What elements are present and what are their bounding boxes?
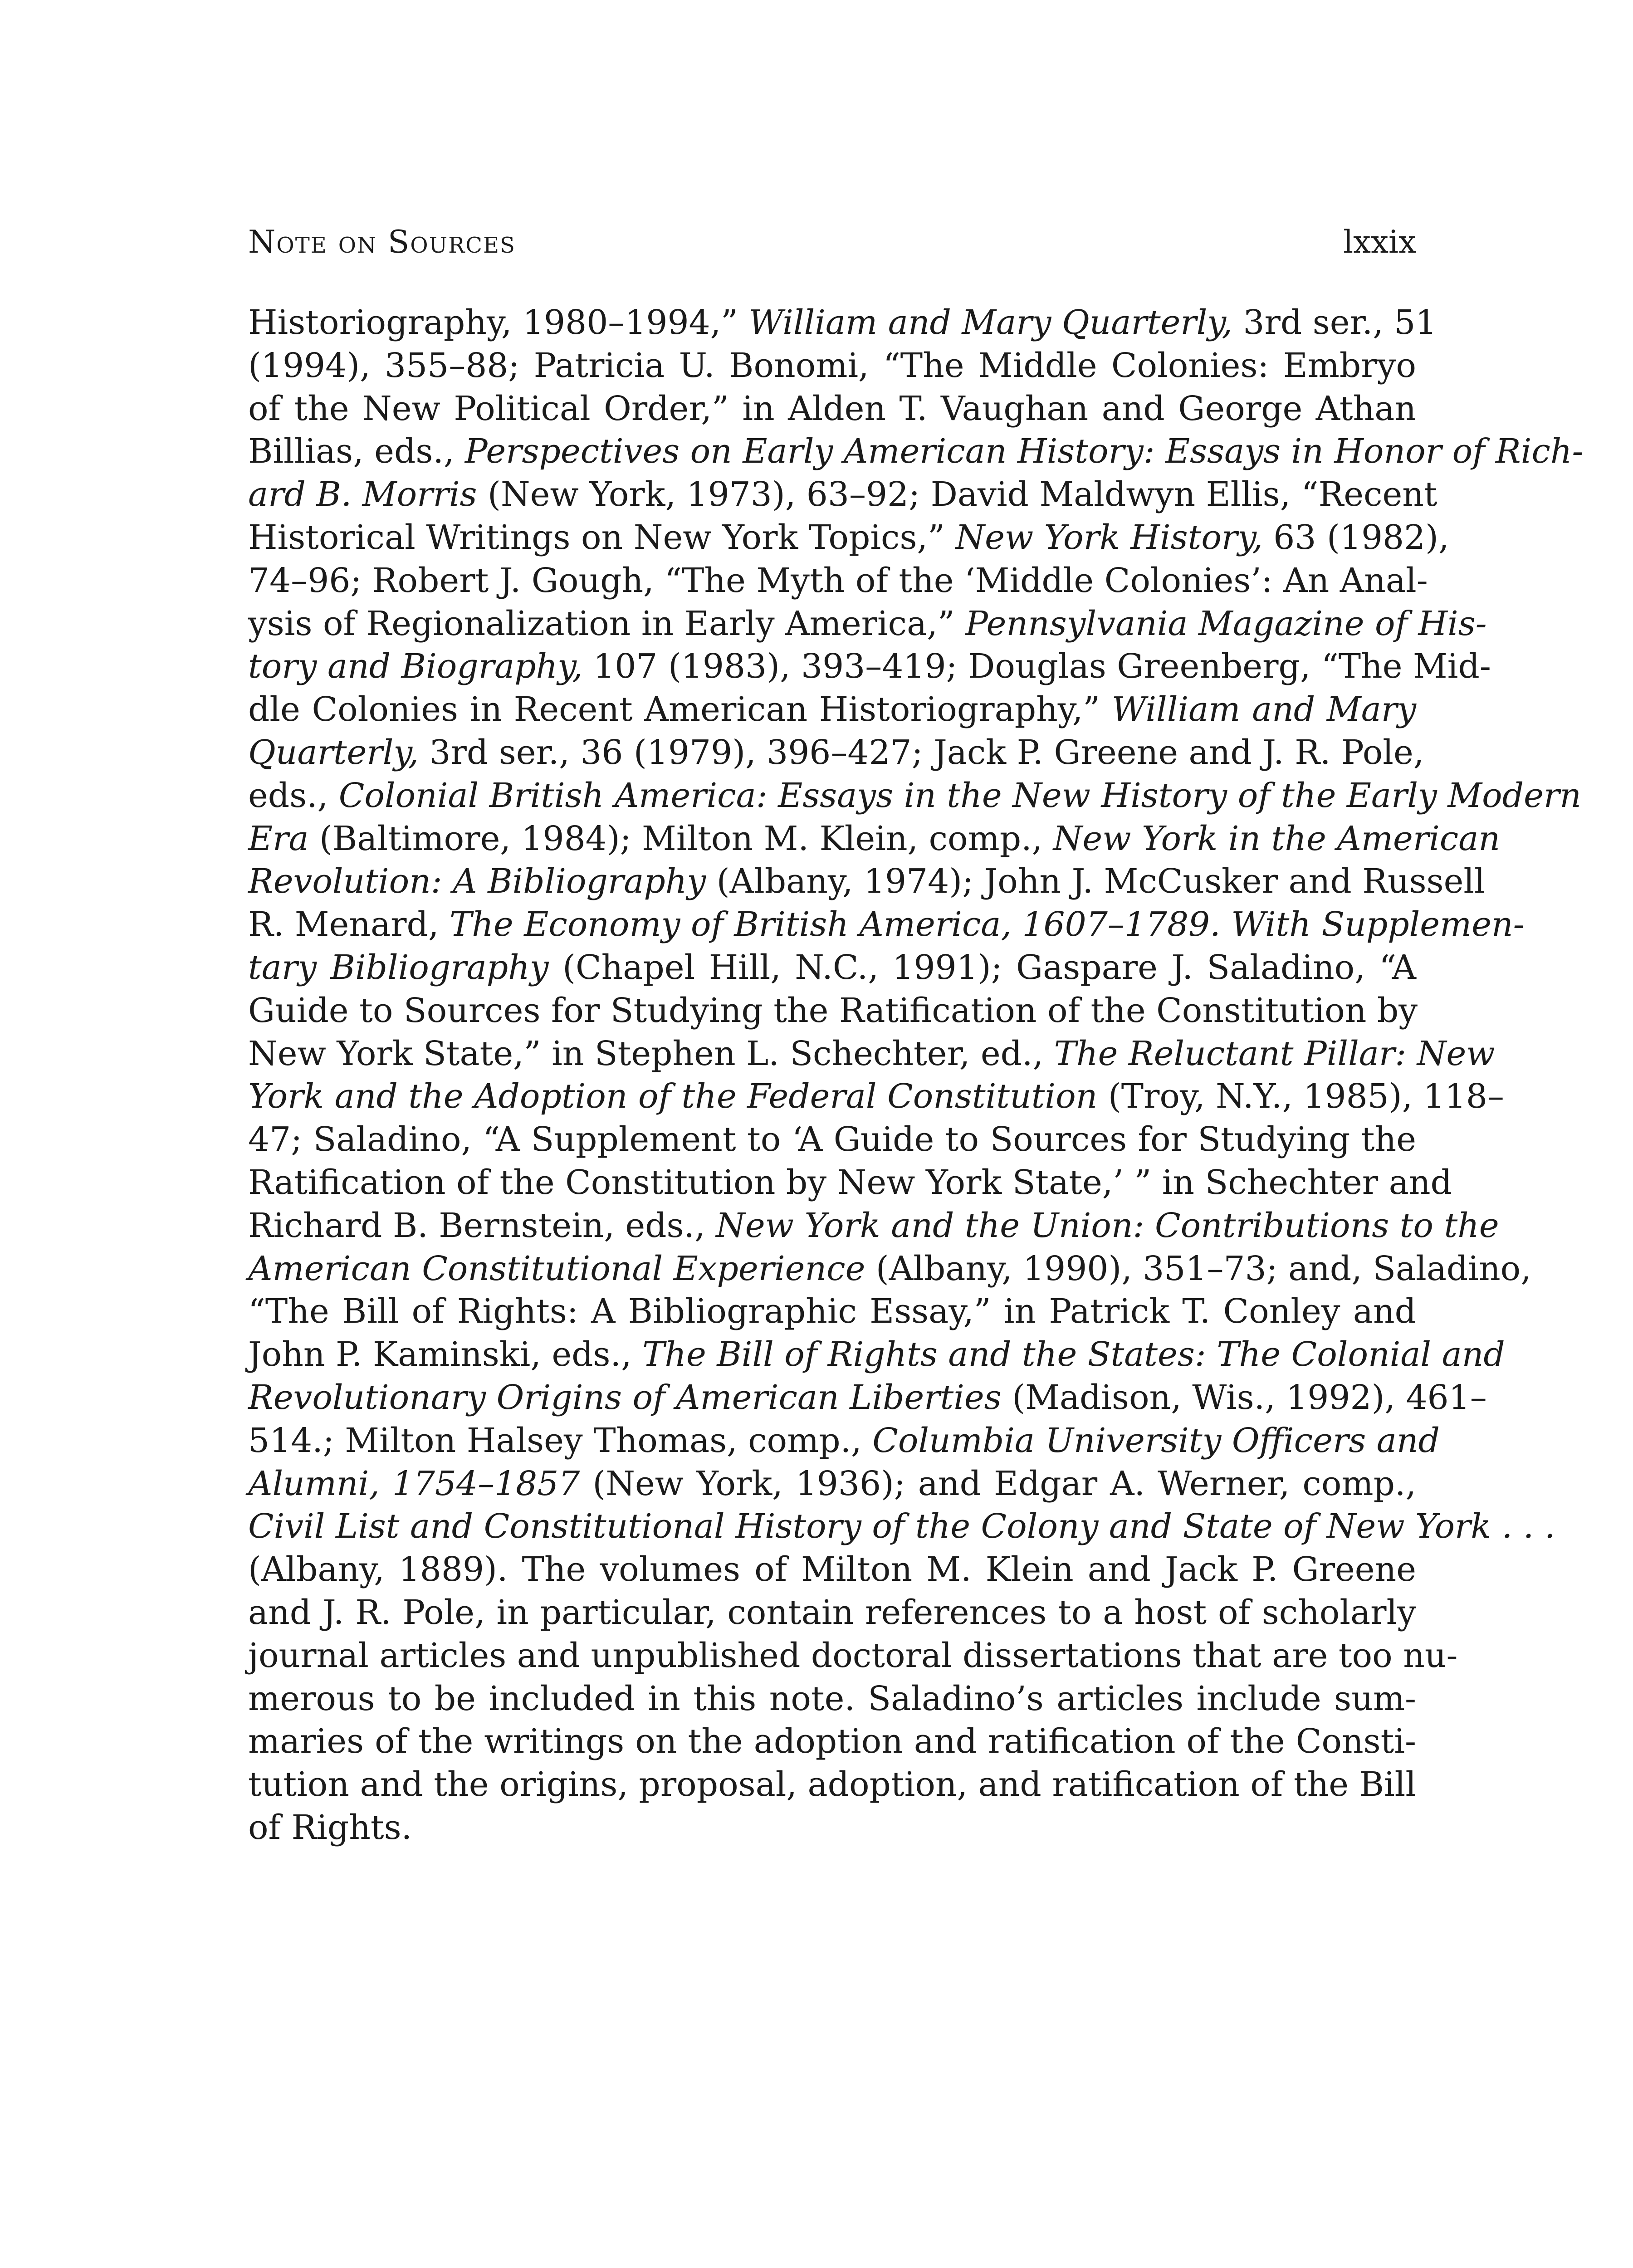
text-line [248,1204,1499,1247]
text-line [248,1032,1495,1075]
text-line [248,1763,1416,1806]
text-run: (Albany, 1889). The volumes of Milton M. Klein and Jack P. Greene [248,1550,1416,1589]
italic-title-run: Alumni, 1754–1857 [248,1464,580,1503]
italic-title-run: New York and the Union: Contributions to the [716,1206,1499,1245]
italic-title-run: Columbia University Officers and [872,1421,1440,1460]
text-line [248,430,1584,473]
text-run: (New York, 1973), 63–92; David Maldwyn Ellis, “Recent [477,475,1437,514]
text-line [248,1161,1452,1204]
text-run: merous to be included in this note. Saladino’s articles include sum- [248,1679,1416,1718]
text-run: (Baltimore, 1984); Milton M. Klein, comp., [308,819,1053,858]
text-run: 3rd ser., 36 (1979), 396–427; Jack P. Greene and J. R. Pole, [418,733,1424,772]
text-line [248,1333,1505,1376]
text-line [248,1677,1416,1721]
italic-title-run: The Reluctant Pillar: New [1054,1034,1495,1073]
italic-title-run: Revolution: A Bibliography [248,862,706,901]
text-line [248,344,1416,387]
text-run: 3rd ser., 51 [1232,303,1437,342]
italic-title-run: Era [248,819,309,858]
text-run: Guide to Sources for Studying the Ratification of the Constitution by [248,991,1418,1030]
text-line [248,903,1525,946]
text-line [248,516,1449,559]
italic-title-run: Perspectives on Early American History: Essays in Honor of Rich- [464,432,1584,471]
text-line [248,1376,1487,1419]
text-line [248,1462,1416,1505]
text-run: eds., [248,776,339,815]
text-line [248,989,1416,1032]
italic-title-run: American Constitutional Experience [248,1249,865,1288]
text-line [248,559,1428,602]
text-run: dle Colonies in Recent American Historiography,” [248,690,1112,729]
italic-title-run: Pennsylvania Magazine of His- [965,604,1487,643]
running-head-title: Note on Sources [248,224,516,260]
text-line [248,1720,1416,1763]
italic-title-run: William and Mary [1111,690,1416,729]
italic-title-run: tary Bibliography [248,948,549,987]
italic-title-run: Colonial British America: Essays in the New History of the Early Modern [338,776,1581,815]
italic-title-run: William and Mary Quarterly, [748,303,1232,342]
italic-title-run: York and the Adoption of the Federal Constitution [248,1077,1098,1116]
italic-title-run: Revolutionary Origins of American Liberties [248,1378,1002,1417]
text-line [248,387,1416,430]
italic-title-run: ard B. Morris [248,475,477,514]
italic-title-run: New York History, [955,518,1263,557]
text-line [248,1505,1555,1548]
running-head [248,224,1416,260]
text-run: (Madison, Wis., 1992), 461– [1001,1378,1487,1417]
text-line [248,602,1487,645]
text-run: of Rights. [248,1808,412,1847]
text-run: Billias, eds., [248,432,465,471]
italic-title-run: Civil List and Constitutional History of the Colony and State of New York . . . [248,1507,1555,1546]
text-run: (Chapel Hill, N.C., 1991); Gaspare J. Saladino, “A [548,948,1416,987]
text-run: Richard B. Bernstein, eds., [248,1206,716,1245]
text-line [248,1247,1531,1290]
text-run: and J. R. Pole, in particular, contain references to a host of scholarly [248,1593,1416,1632]
text-run: ysis of Regionalization in Early America,” [248,604,966,643]
text-line [248,688,1416,731]
text-line [248,1634,1458,1677]
text-line [248,817,1501,860]
body-paragraph [248,301,1584,1849]
text-line [248,645,1491,688]
italic-title-run: The Economy of British America, 1607–1789. With Supplemen- [449,905,1525,944]
text-line [248,946,1416,989]
text-run: 63 (1982), [1262,518,1449,557]
text-run: (Albany, 1990), 351–73; and, Saladino, [865,1249,1531,1288]
text-run: of the New Political Order,” in Alden T. Vaughan and George Athan [248,389,1416,428]
text-run: (Albany, 1974); John J. McCusker and Russell [706,862,1485,901]
italic-title-run: New York in the American [1053,819,1501,858]
text-line [248,774,1581,817]
text-run: (1994), 355–88; Patricia U. Bonomi, “The Middle Colonies: Embryo [248,346,1416,385]
text-run: Ratification of the Constitution by New York State,’ ” in Schechter and [248,1163,1452,1202]
text-run: (Troy, N.Y., 1985), 118– [1097,1077,1504,1116]
text-run: Historiography, 1980–1994,” [248,303,749,342]
italic-title-run: tory and Biography, [248,647,583,686]
text-line [248,860,1485,903]
text-run: maries of the writings on the adoption and ratification of the Consti- [248,1722,1416,1761]
text-line [248,1591,1416,1634]
text-line [248,1806,1416,1849]
text-line [248,731,1424,774]
text-run: (New York, 1936); and Edgar A. Werner, comp., [580,1464,1416,1503]
italic-title-run: The Bill of Rights and the States: The Colonial and [642,1335,1505,1374]
text-line [248,1118,1416,1161]
text-run: 514.; Milton Halsey Thomas, comp., [248,1421,873,1460]
text-line [248,473,1437,516]
text-line [248,1419,1440,1462]
italic-title-run: Quarterly, [248,733,419,772]
page-number: lxxix [1343,224,1416,260]
text-line [248,301,1437,344]
text-run: 47; Saladino, “A Supplement to ‘A Guide to Sources for Studying the [248,1120,1416,1159]
text-run: Historical Writings on New York Topics,” [248,518,956,557]
text-run: 107 (1983), 393–419; Douglas Greenberg, “The Mid- [582,647,1491,686]
text-run: 74–96; Robert J. Gough, “The Myth of the ‘Middle Colonies’: An Anal- [248,561,1428,600]
text-run: John P. Kaminski, eds., [248,1335,643,1374]
text-run: New York State,” in Stephen L. Schechter, ed., [248,1034,1054,1073]
text-line [248,1290,1416,1333]
text-run: tution and the origins, proposal, adoption, and ratification of the Bill [248,1765,1416,1804]
text-run: journal articles and unpublished doctoral dissertations that are too nu- [248,1636,1458,1675]
text-run: “The Bill of Rights: A Bibliographic Essay,” in Patrick T. Conley and [248,1292,1416,1331]
text-run: R. Menard, [248,905,450,944]
text-line [248,1075,1504,1118]
text-line [248,1548,1416,1591]
